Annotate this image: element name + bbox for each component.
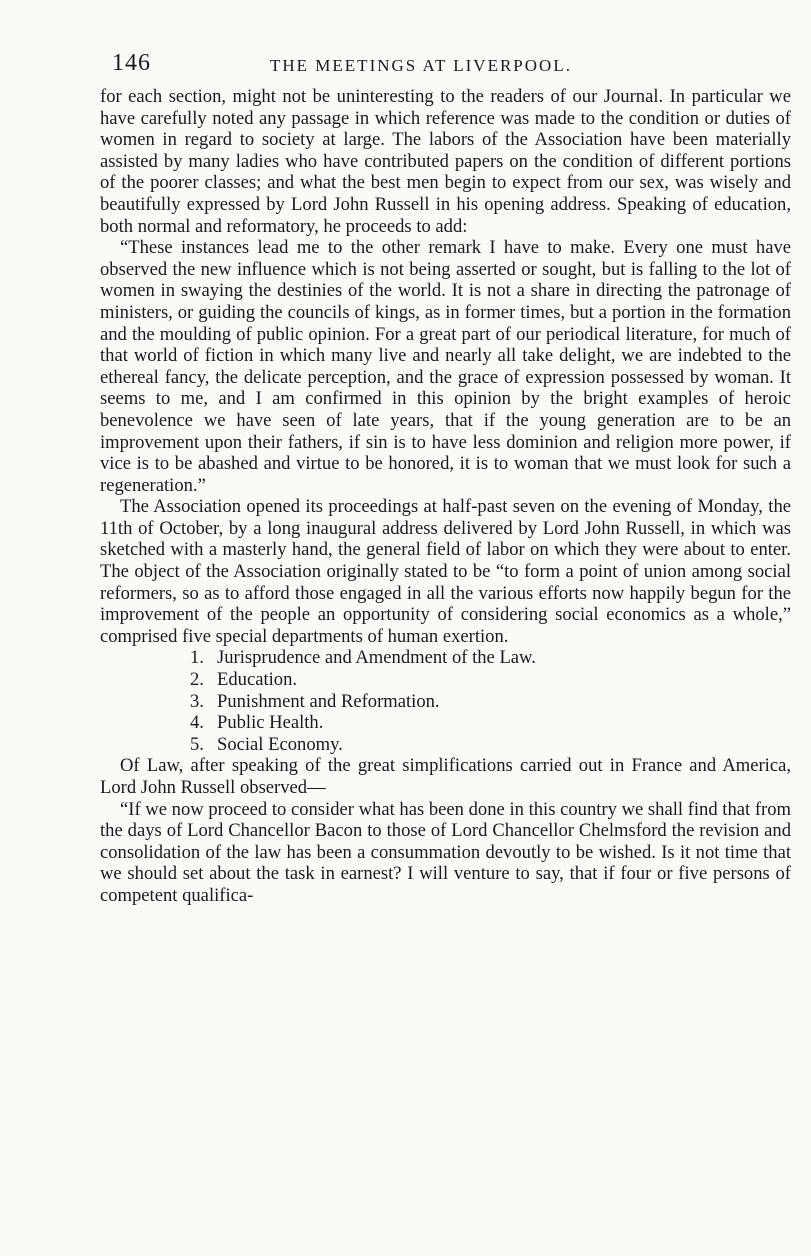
page-header [100,46,791,86]
list-label: Education. [217,669,298,691]
list-label: Social Economy. [217,733,343,755]
running-title: THE MEETINGS AT LIVERPOOL. [270,56,572,75]
list-label: Jurisprudence and Amendment of the Law. [217,647,536,669]
list-label: Public Health. [217,712,324,734]
quote-paragraph: “These instances lead me to the other remark I have to make. Every one must have observed the new influence which is not being asserted or sought, but is falling to the lot of women in swaying the destinies of the world. It is not a share in directing the patronage of ministers, or guiding the councils of kings, as in former times, but a portion in the formation and the moulding of public opinion. For a great part of our periodical literature, for much of that world of fiction in which many live and nearly all take delight, we are indebted to the ethereal fancy, the delicate perception, and the grace of expression possessed by woman. It seems to me, and I am confirmed in this opinion by the bright examples of heroic benevolence we have seen of late years, that if the young generation are to be an improvement upon their fathers, if sin is to have less dominion and religion more power, if vice is to be abashed and virtue to be honored, it is to woman that we must look for such a regeneration.” [100,237,791,496]
paragraph: The Association opened its proceedings at half-past seven on the evening of Monday, the 11th of October, by a long inaugural address delivered by Lord John Russell, in which was sketched with a masterly hand, the general field of labor on which they were about to enter. The object of the Association originally stated to be “to form a point of union among social reformers, so as to afford those engaged in all the various efforts now happily begun for the improvement of the people an opportunity of considering social economics as a whole,” comprised five special departments of human exertion. [100,496,791,647]
paragraph: for each section, might not be uninteresting to the readers of our Journal. In particular we have carefully noted any passage in which reference was made to the condition or duties of women in regard to society at large. The labors of the Association have been materially assisted by many ladies who have contributed papers on the condition of different portions of the poorer classes; and what the best men begin to expect from our sex, was wisely and beautifully expressed by Lord John Russell in his opening address. Speaking of education, both normal and reformatory, he proceeds to add: [100,86,791,237]
list-number: 1. [190,647,204,669]
list-number: 5. [190,733,204,755]
departments-list [100,647,791,755]
list-number: 4. [190,712,204,734]
list-item [100,669,791,691]
body-text [100,86,791,907]
list-item [100,691,791,713]
quote-paragraph: “If we now proceed to consider what has been done in this country we shall find that from the days of Lord Chancellor Bacon to those of Lord Chancellor Chelmsford the revision and consolidation of the law has been a consummation devoutly to be wished. Is it not time that we should set about the task in earnest? I will venture to say, that if four or five persons of competent qualifica- [100,798,791,906]
paragraph: Of Law, after speaking of the great simplifications carried out in France and America, Lord John Russell observed— [100,755,791,798]
list-item [100,647,791,669]
list-label: Punishment and Reformation. [217,690,440,712]
list-number: 3. [190,690,204,712]
list-item [100,712,791,734]
list-number: 2. [190,669,204,691]
page-number: 146 [112,50,151,76]
list-item [100,734,791,756]
